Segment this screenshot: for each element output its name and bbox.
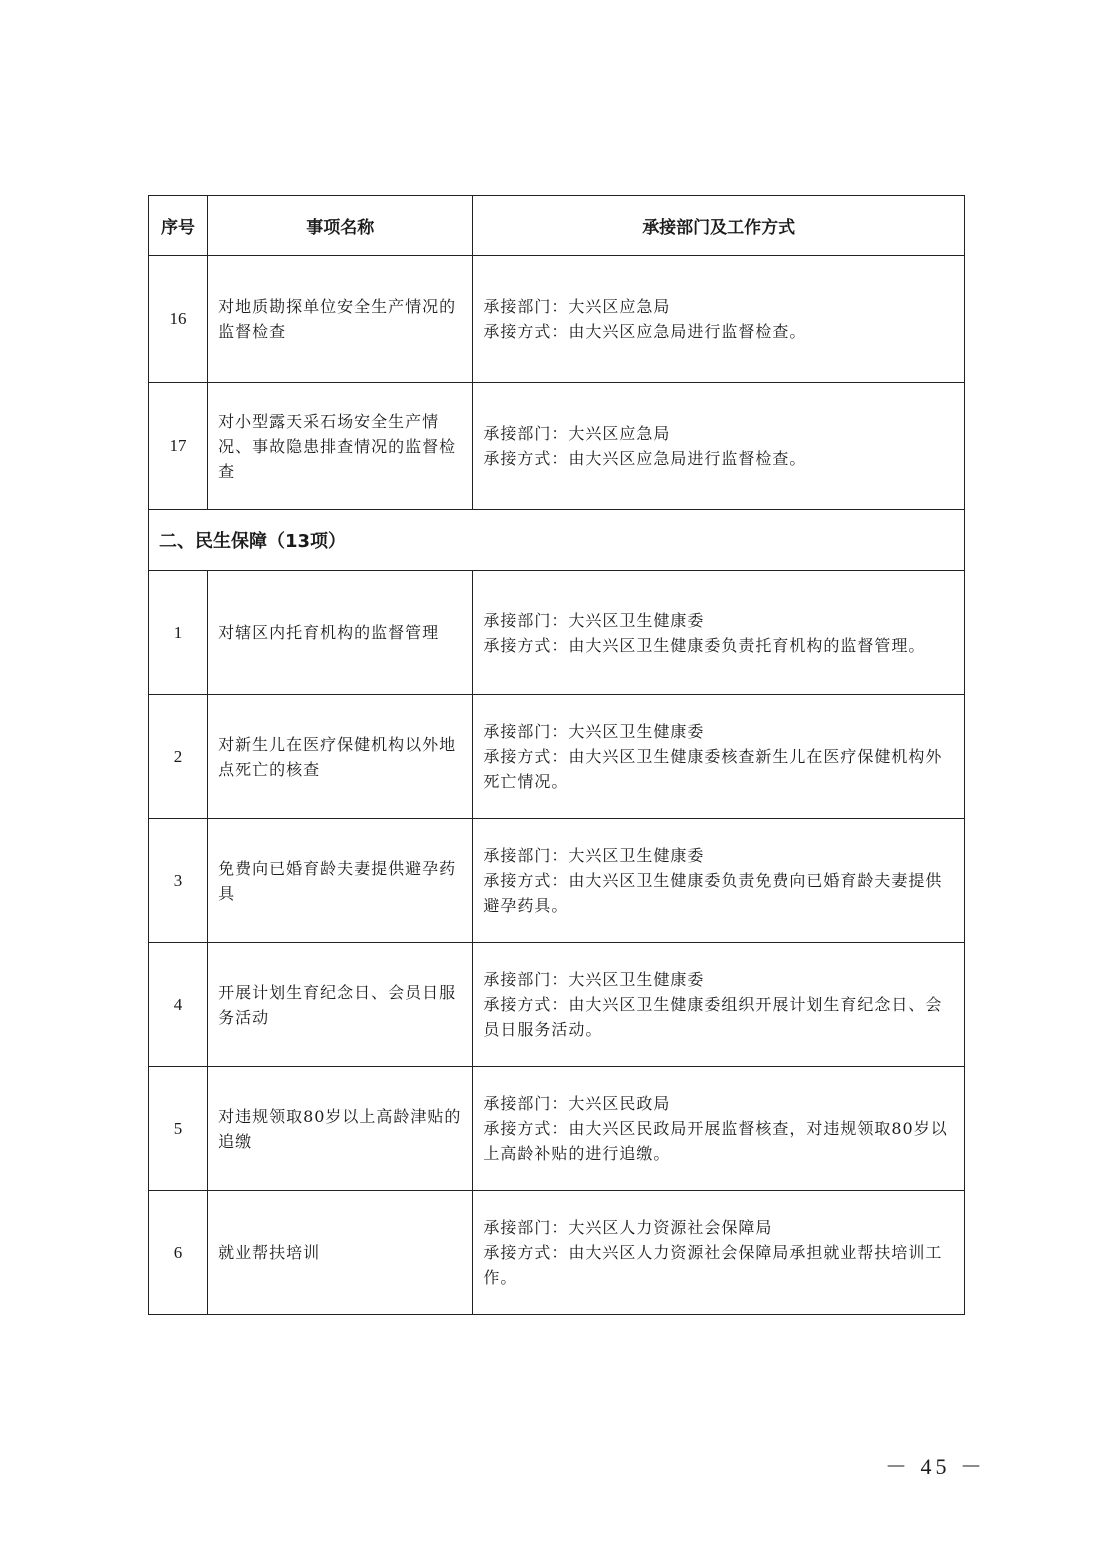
dept-line: 承接部门：大兴区卫生健康委 xyxy=(483,722,705,741)
dept-method-cell xyxy=(473,819,965,943)
dept-method-cell xyxy=(473,1067,965,1191)
item-name: 对小型露天采石场安全生产情况、事故隐患排查情况的监督检查 xyxy=(208,383,473,510)
method-line: 承接方式：由大兴区卫生健康委组织开展计划生育纪念日、会员日服务活动。 xyxy=(483,995,943,1039)
table-row xyxy=(149,943,965,1067)
table-row xyxy=(149,256,965,383)
row-number: 17 xyxy=(149,383,208,510)
dept-line: 承接部门：大兴区卫生健康委 xyxy=(483,846,705,865)
section-header-row xyxy=(149,510,965,571)
table-row xyxy=(149,383,965,510)
table-header-row xyxy=(149,196,965,256)
dept-line: 承接部门：大兴区应急局 xyxy=(483,424,671,443)
dept-method-cell xyxy=(473,571,965,695)
method-line: 承接方式：由大兴区卫生健康委负责托育机构的监督管理。 xyxy=(483,635,926,655)
header-no: 序号 xyxy=(149,196,208,256)
dept-line: 承接部门：大兴区应急局 xyxy=(483,297,671,316)
item-name: 对违规领取80岁以上高龄津贴的追缴 xyxy=(208,1067,473,1191)
item-name: 对辖区内托育机构的监督管理 xyxy=(208,571,473,695)
dept-line: 承接部门：大兴区民政局 xyxy=(483,1094,671,1113)
header-item-name: 事项名称 xyxy=(208,196,473,256)
header-dept-method: 承接部门及工作方式 xyxy=(473,196,965,256)
dept-method-cell xyxy=(473,1191,965,1315)
table-row xyxy=(149,1191,965,1315)
table-row xyxy=(149,571,965,695)
row-number: 2 xyxy=(149,695,208,819)
method-line: 承接方式：由大兴区人力资源社会保障局承担就业帮扶培训工作。 xyxy=(483,1243,943,1287)
row-number: 6 xyxy=(149,1191,208,1315)
row-number: 16 xyxy=(149,256,208,383)
row-number: 3 xyxy=(149,819,208,943)
dept-line: 承接部门：大兴区人力资源社会保障局 xyxy=(483,1218,773,1237)
row-number: 5 xyxy=(149,1067,208,1191)
row-number: 4 xyxy=(149,943,208,1067)
dept-method-cell xyxy=(473,256,965,383)
item-name: 对地质勘探单位安全生产情况的监督检查 xyxy=(208,256,473,383)
method-line: 承接方式：由大兴区应急局进行监督检查。 xyxy=(483,322,807,341)
row-number: 1 xyxy=(149,571,208,695)
method-line: 承接方式：由大兴区卫生健康委核查新生儿在医疗保健机构外死亡情况。 xyxy=(483,747,943,791)
method-line: 承接方式：由大兴区卫生健康委负责免费向已婚育龄夫妻提供避孕药具。 xyxy=(483,871,943,915)
table-row xyxy=(149,695,965,819)
item-name: 开展计划生育纪念日、会员日服务活动 xyxy=(208,943,473,1067)
item-name: 免费向已婚育龄夫妻提供避孕药具 xyxy=(208,819,473,943)
items-table xyxy=(148,195,965,1315)
dept-method-cell xyxy=(473,383,965,510)
dept-method-cell xyxy=(473,943,965,1067)
table-row xyxy=(149,1067,965,1191)
dept-line: 承接部门：大兴区卫生健康委 xyxy=(483,610,705,630)
method-line: 承接方式：由大兴区应急局进行监督检查。 xyxy=(483,449,807,468)
method-line: 承接方式：由大兴区民政局开展监督核查，对违规领取80岁以上高龄补贴的进行追缴。 xyxy=(483,1119,948,1163)
item-name: 对新生儿在医疗保健机构以外地点死亡的核查 xyxy=(208,695,473,819)
dept-method-cell xyxy=(473,695,965,819)
item-name: 就业帮扶培训 xyxy=(208,1191,473,1315)
dept-line: 承接部门：大兴区卫生健康委 xyxy=(483,970,705,989)
page-number: － 45 － xyxy=(885,1454,987,1479)
table-row xyxy=(149,819,965,943)
section-title: 二、民生保障（13项） xyxy=(149,510,965,571)
